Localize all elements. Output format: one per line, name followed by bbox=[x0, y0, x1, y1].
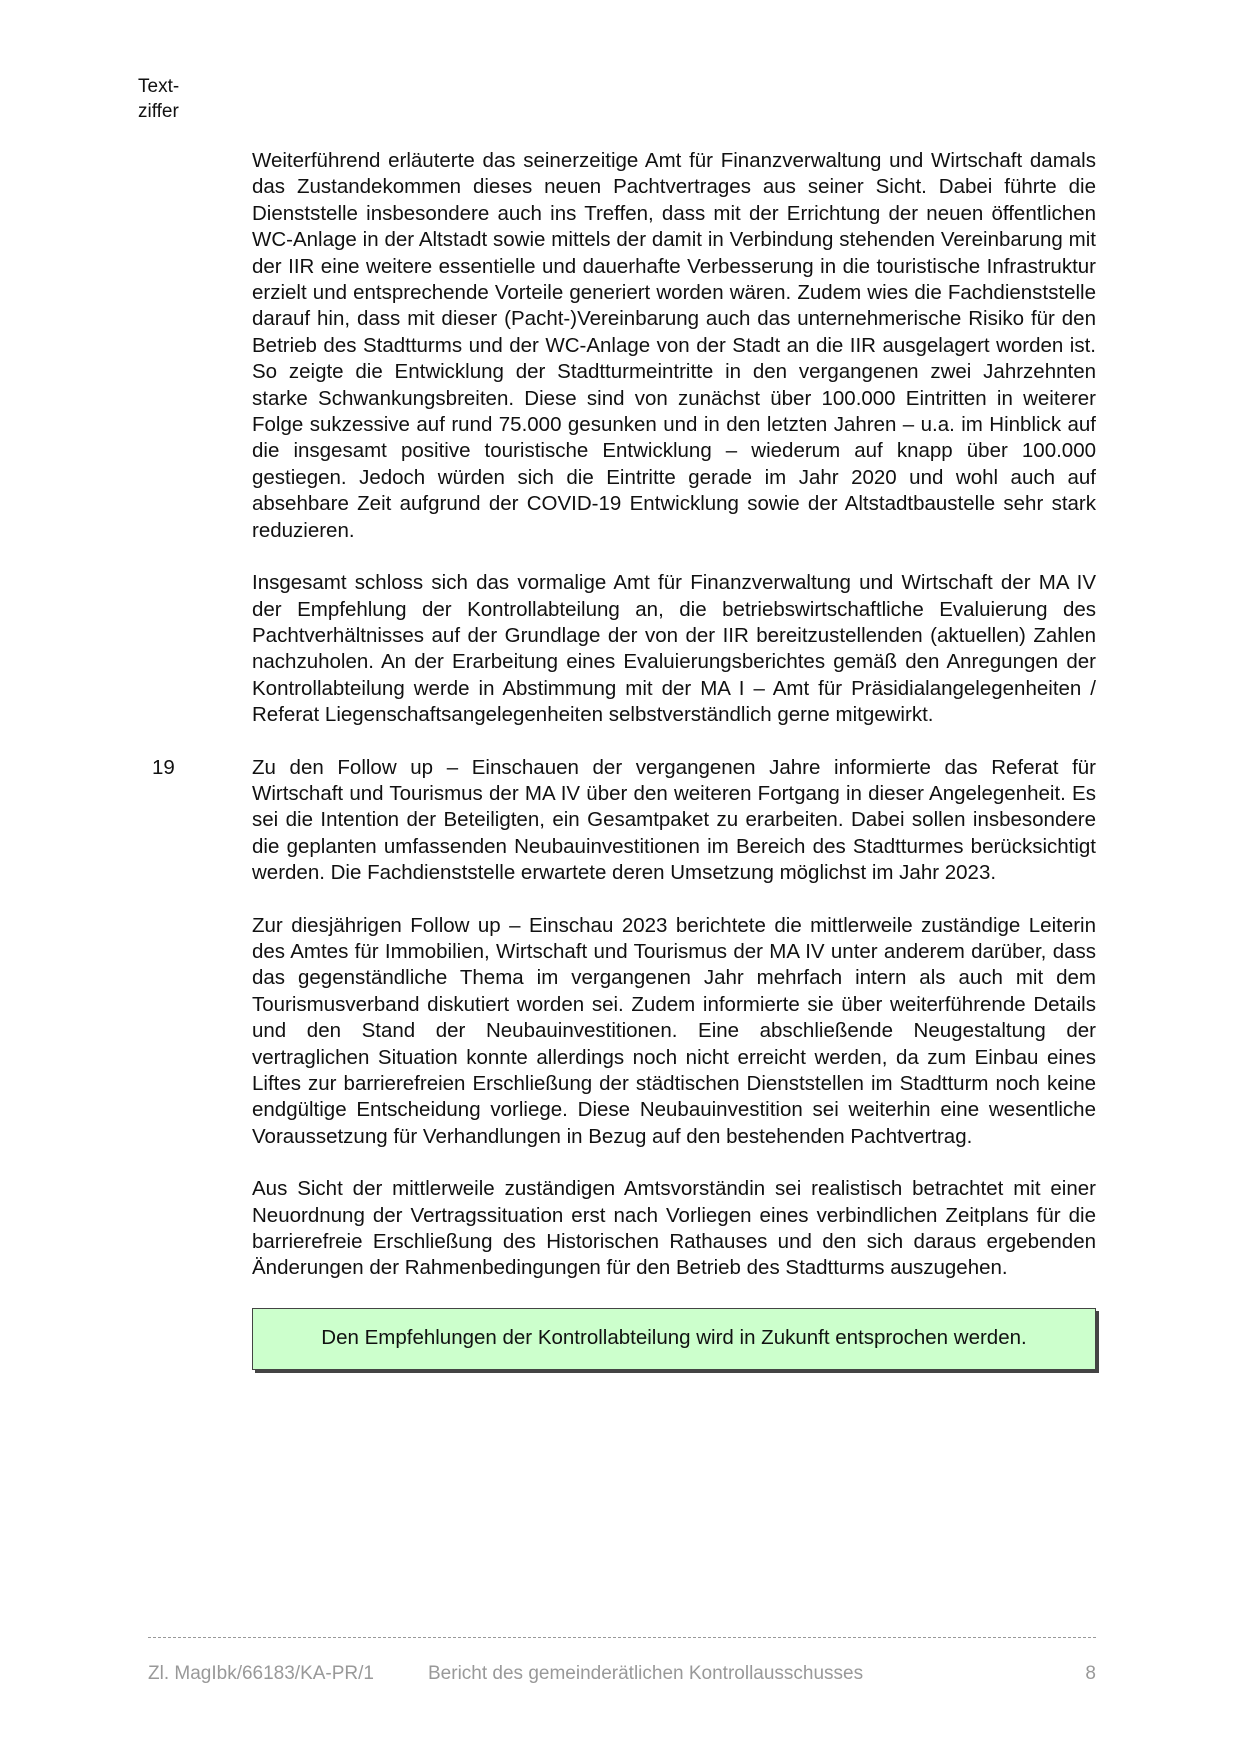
textziffer-number: 19 bbox=[152, 755, 175, 779]
footer-title: Bericht des gemeinderätlichen Kontrollausschusses bbox=[428, 1663, 864, 1684]
footer-reference: Zl. MagIbk/66183/KA-PR/1 bbox=[148, 1663, 374, 1684]
page-number: 8 bbox=[1085, 1663, 1096, 1684]
paragraph: Insgesamt schloss sich das vormalige Amt für Finanzverwaltung und Wirtschaft der MA IV der Empfehlung der Kontrollabteilung an, die betriebswirtschaftliche Evaluierung des Pachtverhältnisses auf der Grundlage der von der IIR bereitzustellenden (aktuellen) Zahlen nachzuholen. An der Erarbeitung eines Evaluierungsberichtes gemäß den Anregungen der Kontrollabteilung werde in Abstimmung mit der MA I – Amt für Präsidialangelegenheiten / Referat Liegenschaftsangelegenheiten selbstverständlich gerne mitgewirkt. bbox=[252, 571, 1096, 727]
recommendation-callout: Den Empfehlungen der Kontrollabteilung wird in Zukunft entsprochen werden. bbox=[252, 1308, 1096, 1370]
paragraph: Aus Sicht der mittlerweile zuständigen Amtsvorständin sei realistisch betrachtet mit einer Neuordnung der Vertragssituation erst nach Vorliegen eines verbindlichen Zeitplans für die barrierefreie Erschließung des Historischen Rathauses und den sich daraus ergebenden Änderungen der Rahmenbedingungen für den Betrieb des Stadtturms auszugehen. bbox=[252, 1177, 1096, 1280]
document-body bbox=[152, 148, 1096, 1370]
footer-divider bbox=[148, 1637, 1096, 1638]
margin-label-textziffer: Text- ziffer bbox=[138, 76, 180, 122]
paragraph: Weiterführend erläuterte das seinerzeitige Amt für Finanzverwaltung und Wirtschaft damals das Zustandekommen dieses neuen Pachtvertrages aus seiner Sicht. Dabei führte die Dienststelle insbesondere auch ins Treffen, dass mit der Errichtung der neuen öffentlichen WC-Anlage in der Altstadt sowie mittels der damit in Verbindung stehenden Vereinbarung mit der IIR eine weitere essentielle und dauerhafte Verbesserung in die touristische Infrastruktur erzielt und entsprechende Vorteile generiert worden wären. Zudem wies die Fachdienststelle darauf hin, dass mit dieser (Pacht-)Vereinbarung auch das unternehmerische Risiko für den Betrieb des Stadtturms und der WC-Anlage von der Stadt an die IIR ausgelagert worden ist. So zeigte die Entwicklung der Stadtturmeintritte in den vergangenen zwei Jahrzehnten starke Schwankungsbreiten. Diese sind von zunächst über 100.000 Eintritten in weiterer Folge sukzessive auf rund 75.000 gesunken und in den letzten Jahren – u.a. im Hinblick auf die insgesamt positive touristische Entwicklung – wiederum auf knapp über 100.000 gestiegen. Jedoch würden sich die Eintritte gerade im Jahr 2020 und wohl auch auf absehbare Zeit aufgrund der COVID-19 Entwicklung sowie der Altstadtbaustelle sehr stark reduzieren. bbox=[252, 149, 1096, 542]
section-19 bbox=[152, 755, 1096, 887]
paragraph: Zu den Follow up – Einschauen der vergangenen Jahre informierte das Referat für Wirtschaft und Tourismus der MA IV über den weiteren Fortgang in dieser Angelegenheit. Es sei die Intention der Beteiligten, ein Gesamtpaket zu erarbeiten. Dabei sollen insbesondere die geplanten umfassenden Neubauinvestitionen im Bereich des Stadtturmes berücksichtigt werden. Die Fachdienststelle erwartete deren Umsetzung möglichst im Jahr 2023. bbox=[252, 755, 1096, 885]
paragraph: Zur diesjährigen Follow up – Einschau 2023 berichtete die mittlerweile zuständige Leiterin des Amtes für Immobilien, Wirtschaft und Tourismus der MA IV unter anderem darüber, dass das gegenständliche Thema im vergangenen Jahr mehrfach intern als auch mit dem Tourismusverband diskutiert worden sei. Zudem informierte sie über weiterführende Details und den Stand der Neubauinvestitionen. Eine abschließende Neugestaltung der vertraglichen Situation konnte allerdings noch nicht erreicht werden, da zum Einbau eines Liftes zur barrierefreien Erschließung der städtischen Dienststellen im Stadtturm noch keine endgültige Entscheidung vorliege. Diese Neubauinvestition sei weiterhin eine wesentliche Voraussetzung für Verhandlungen in Bezug auf den bestehenden Pachtvertrag. bbox=[252, 913, 1096, 1148]
